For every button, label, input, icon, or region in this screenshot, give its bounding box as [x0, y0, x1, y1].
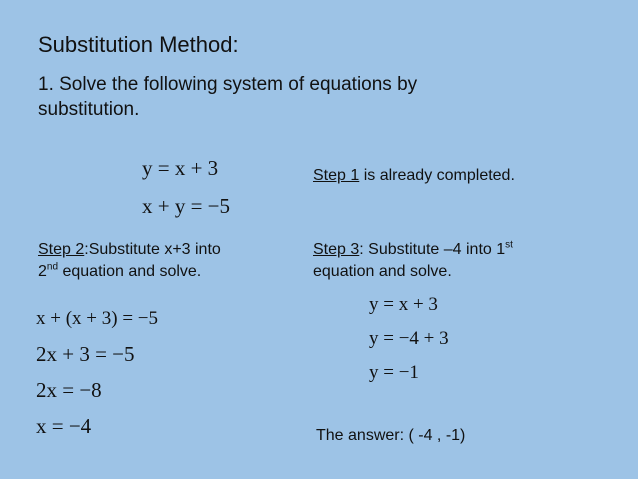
step-2-description-end: equation and solve. [58, 263, 202, 280]
step-3-text-line-2: equation and solve. [313, 263, 452, 280]
step-2-description: :Substitute x+3 into [84, 241, 221, 258]
step-3-work-line-3: y = −1 [369, 362, 419, 383]
step-2-work-line-2: 2x + 3 = −5 [36, 342, 135, 366]
slide-title: Substitution Method: [38, 32, 239, 57]
step-2-work-line-1: x + (x + 3) = −5 [36, 308, 159, 329]
step-2-label: Step 2 [38, 241, 85, 258]
step-2-text-line-2 [38, 261, 201, 282]
step-2-ordinal: 2 [38, 263, 47, 280]
step-3-work-line-1: y = x + 3 [369, 294, 438, 315]
step-2-work-line-4: x = −4 [36, 414, 92, 438]
step-2-ordinal-suffix: nd [46, 261, 59, 273]
system-equation-2: x + y = −5 [142, 194, 231, 218]
step-3-label: Step 3 [313, 241, 360, 258]
step-3-text-line-1 [313, 239, 513, 260]
system-equation-1: y = x + 3 [142, 156, 219, 180]
answer-text: The answer: ( -4 , -1) [316, 427, 466, 444]
step-3-description: : Substitute –4 into 1 [359, 241, 506, 258]
problem-line-1: 1. Solve the following system of equations by [38, 74, 418, 95]
step-2-work-line-3: 2x = −8 [36, 378, 102, 402]
problem-line-2: substitution. [38, 99, 140, 120]
step-3-work-line-2: y = −4 + 3 [369, 328, 449, 349]
step-3-ordinal-suffix: st [505, 239, 513, 251]
step-1-description: is already completed. [359, 167, 515, 184]
step-1-label: Step 1 [313, 167, 360, 184]
step-1-text [313, 165, 515, 186]
step-2-text-line-1 [38, 239, 221, 260]
